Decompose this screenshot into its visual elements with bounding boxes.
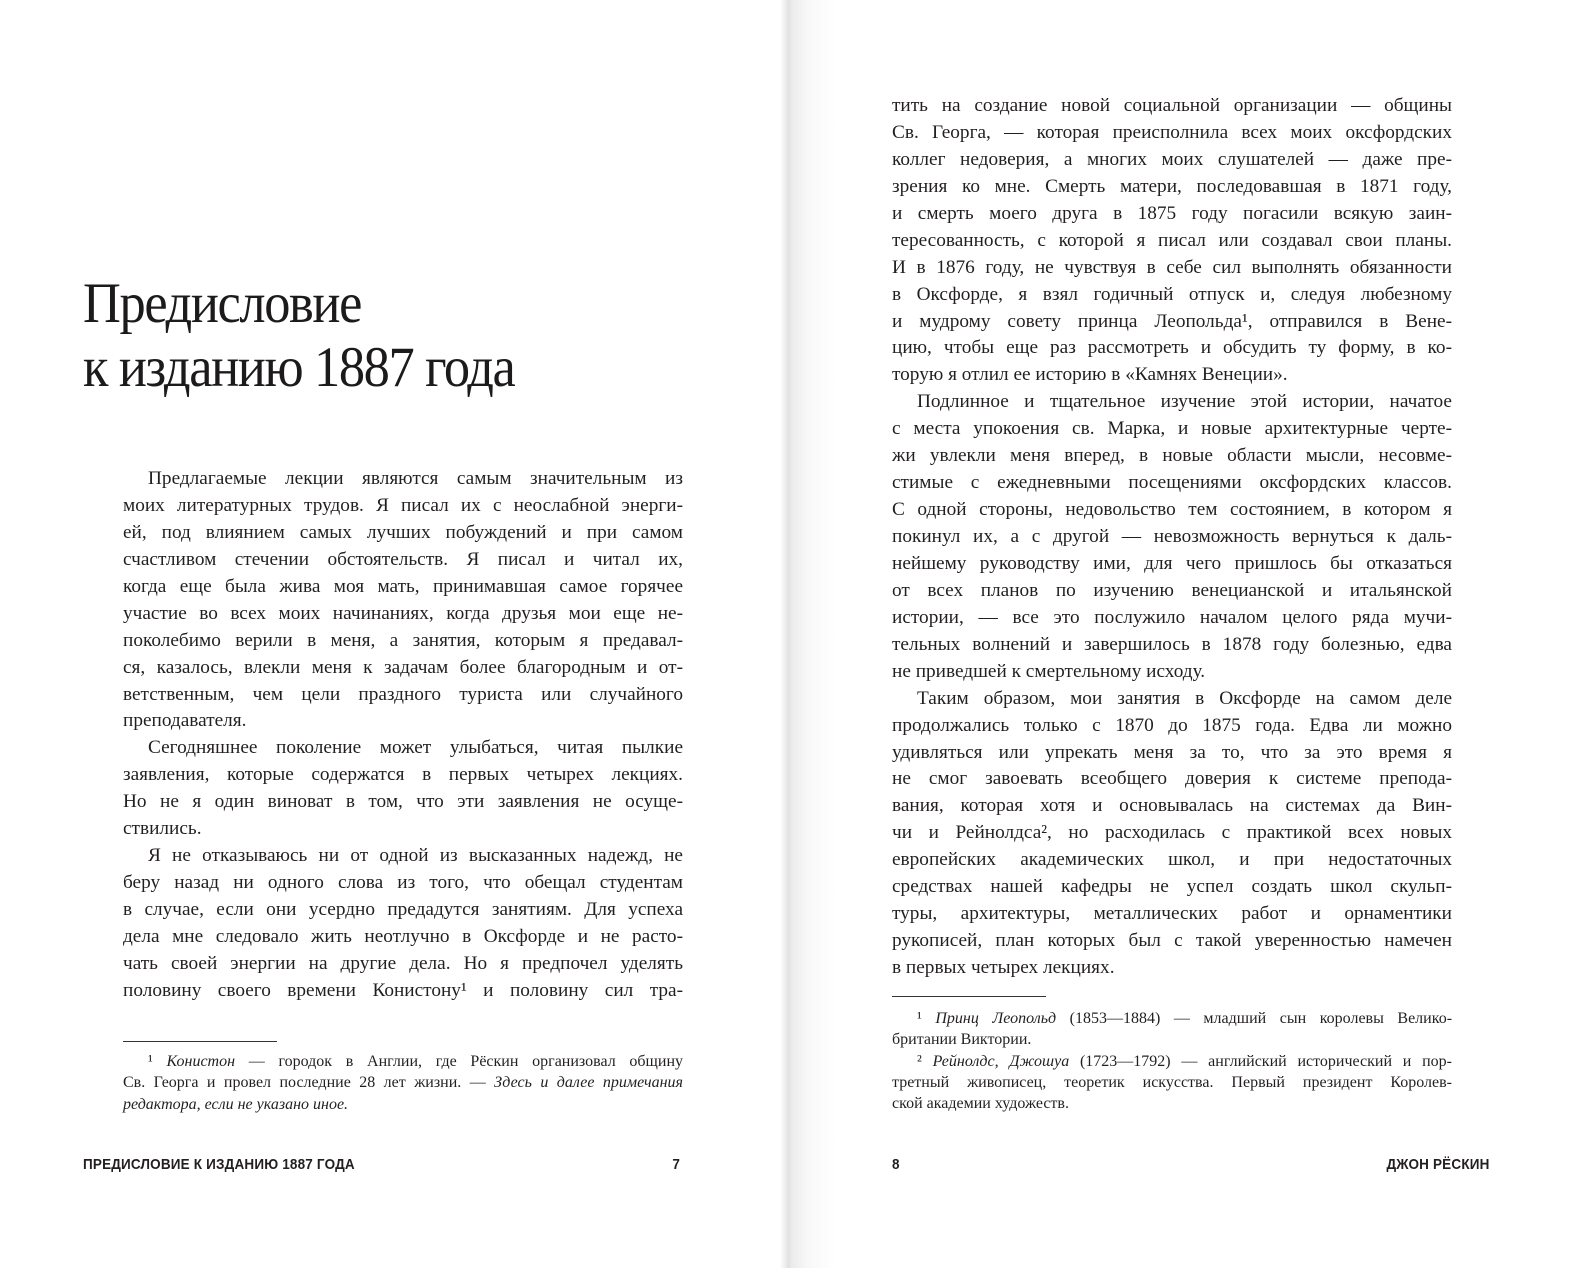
footnote-text: британии Виктории. xyxy=(892,1031,1032,1049)
running-head: ДЖОН РЁСКИН xyxy=(1386,1156,1490,1173)
text-line: преподавателя. xyxy=(123,710,247,732)
footnotes xyxy=(892,1008,1452,1114)
text-line: С одной стороны, недовольство тем состоянием, в котором я xyxy=(892,499,1452,521)
footnote-text: ² xyxy=(917,1052,933,1070)
text-line: истории, — все это послужило началом целого ряда мучи- xyxy=(892,606,1452,628)
footnote-text: Св. Георга и провел последние 28 лет жизни. — xyxy=(123,1074,495,1092)
text-line: половину своего времени Конистону¹ и половину сил тра- xyxy=(123,979,683,1001)
footnotes xyxy=(123,1051,683,1115)
text-line: ветственным, чем цели праздного туриста или случайного xyxy=(123,683,683,705)
footnote-line xyxy=(123,1051,683,1072)
chapter-title-line: Предисловие xyxy=(83,272,362,335)
text-line: Сегодняшнее поколение может улыбаться, читая пылкие xyxy=(148,737,683,759)
text-line: Подлинное и тщательное изучение этой истории, начатое xyxy=(917,391,1452,413)
text-line: Я не отказываюсь ни от одной из высказанных надежд, не xyxy=(148,845,683,867)
footnote-text: ¹ xyxy=(148,1053,167,1070)
text-line: тить на создание новой социальной организации — общины xyxy=(892,95,1452,116)
text-line: моих литературных трудов. Я писал их с неослабной энерги- xyxy=(123,494,683,516)
chapter-title xyxy=(83,272,514,400)
footnote-text: ской академии художеств. xyxy=(892,1095,1069,1113)
footnote-divider xyxy=(892,996,1046,997)
text-line: тельных волнений и завершилось в 1878 году болезнью, едва xyxy=(892,633,1452,655)
text-line: в случае, если они усердно предадутся занятиям. Для успеха xyxy=(123,899,683,920)
text-line: чать своей энергии на другие дела. Но я предпочел уделять xyxy=(123,952,683,974)
text-line: когда еще была жива моя мать, принимавшая самое горячее xyxy=(123,575,683,597)
text-line: Но не я один виноват в том, что эти заявления не осуще- xyxy=(123,791,683,813)
text-line: участие во всех моих начинаниях, когда друзья мои еще не- xyxy=(123,602,683,624)
text-line: ей, под влиянием самых лучших побуждений и при самом xyxy=(123,521,683,543)
footnote-text: (1723—1792) — английский исторический и пор- xyxy=(1069,1052,1453,1070)
text-line: покинул их, а с другой — невозможность вернуться к даль- xyxy=(892,526,1452,547)
text-line: и мудрому совету принца Леопольда¹, отправился в Вене- xyxy=(892,310,1452,332)
text-line: и смерть моего друга в 1875 году погасили всякую заин- xyxy=(892,202,1452,224)
body-text xyxy=(123,466,683,1005)
text-line: коллег недоверия, а многих моих слушателей — даже пре- xyxy=(892,148,1452,170)
body-text xyxy=(892,93,1452,982)
text-line: не приведшей к смертельному исходу. xyxy=(892,660,1206,682)
footnote-text: (1853—1884) — младший сын королевы Велико- xyxy=(1056,1010,1453,1027)
text-line: ствились. xyxy=(123,818,202,840)
text-line: счастливом стечении обстоятельств. Я писал и читал их, xyxy=(123,548,683,570)
text-line: беру назад ни одного слова из того, что обещал студентам xyxy=(123,872,683,894)
text-line: от всех планов по изучению венецианской и итальянской xyxy=(892,579,1452,601)
right-page xyxy=(786,0,1572,1268)
text-line: в первых четырех лекциях. xyxy=(892,957,1115,978)
text-line: туры, архитектуры, металлических работ и орнаментики xyxy=(892,903,1452,925)
text-line: Предлагаемые лекции являются самым значительным из xyxy=(148,468,683,489)
footnote-text: ¹ xyxy=(917,1010,936,1027)
book-gutter xyxy=(780,0,788,1268)
text-line: дела мне следовало жить неотлучно в Оксфорде и не расто- xyxy=(123,925,683,947)
footnote-text: третный живописец, теоретик искусства. Первый президент Королев- xyxy=(892,1073,1452,1091)
text-line: зрения ко мне. Смерть матери, последовавшая в 1871 году, xyxy=(892,175,1452,197)
footnote-italic-text: Принц Леопольд xyxy=(935,1010,1057,1027)
chapter-title-line: к изданию 1887 года xyxy=(83,336,515,399)
text-line: не смог завоевать всеобщего доверия к системе препода- xyxy=(892,768,1452,790)
text-line: с места упокоения св. Марка, и новые архитектурные черте- xyxy=(892,418,1452,440)
text-line: И в 1876 году, не чувствуя в себе сил выполнять обязанности xyxy=(892,256,1452,278)
text-line: ся, казалось, влекли меня к задачам более благородным и от- xyxy=(123,656,683,678)
text-line: чи и Рейнолдса², но расходилась с практикой всех новых xyxy=(892,822,1452,844)
text-line: в Оксфорде, я взял годичный отпуск и, следуя любезному xyxy=(892,283,1452,305)
footnote-line xyxy=(892,1093,1452,1114)
text-line: продолжались только с 1870 до 1875 года. Едва ли можно xyxy=(892,714,1452,736)
text-line: торую я отлил ее историю в «Камнях Венеции». xyxy=(892,364,1288,386)
footnote-italic-text: Здесь и далее примечания xyxy=(494,1074,683,1092)
footnote-line xyxy=(892,1051,1452,1072)
text-line: удивляться или упрекать меня за то, что за это время я xyxy=(892,741,1452,763)
page-number: 7 xyxy=(672,1156,681,1173)
footnote-line xyxy=(892,1029,1452,1050)
footnote-divider xyxy=(123,1041,277,1042)
footnote-line xyxy=(892,1008,1452,1029)
text-line: жи увлекли меня вперед, в новые области мысли, несовме- xyxy=(892,445,1452,467)
text-line: нейшему руководству ими, для чего пришлось бы отказаться xyxy=(892,552,1452,574)
text-line: Св. Георга, — которая преисполнила всех моих оксфордских xyxy=(892,121,1452,143)
text-line: вания, которая хотя и основывалась на системах да Вин- xyxy=(892,795,1452,817)
text-line: цию, чтобы еще раз рассмотреть и обсудить ту форму, в ко- xyxy=(892,337,1452,359)
footnote-line xyxy=(123,1072,683,1093)
footnote-italic-text: редактора, если не указано иное. xyxy=(123,1095,349,1113)
text-line: рукописей, план которых был с такой уверенностью намечен xyxy=(892,930,1452,952)
footnote-italic-text: Рейнолдс, Джошуа xyxy=(932,1052,1070,1070)
text-line: поколебимо верили в меня, а занятия, которым я предавал- xyxy=(123,629,683,651)
page-number: 8 xyxy=(892,1156,900,1173)
footnote-italic-text: Конистон xyxy=(166,1053,236,1070)
footnote-line xyxy=(123,1094,683,1115)
text-line: средствах нашей кафедры не успел создать школ скульп- xyxy=(892,876,1452,898)
footnote-text: — городок в Англии, где Рёскин организовал общину xyxy=(235,1053,683,1070)
text-line: заявления, которые содержатся в первых четырех лекциях. xyxy=(123,764,683,786)
text-line: Таким образом, мои занятия в Оксфорде на самом деле xyxy=(917,687,1452,709)
footnote-line xyxy=(892,1072,1452,1093)
text-line: тересованность, с которой я писал или создавал свои планы. xyxy=(892,229,1452,251)
running-head: ПРЕДИСЛОВИЕ К ИЗДАНИЮ 1887 ГОДА xyxy=(83,1156,355,1173)
text-line: европейских академических школ, и при недостаточных xyxy=(892,849,1452,871)
text-line: стимые с ежедневными посещениями оксфордских классов. xyxy=(892,472,1452,494)
